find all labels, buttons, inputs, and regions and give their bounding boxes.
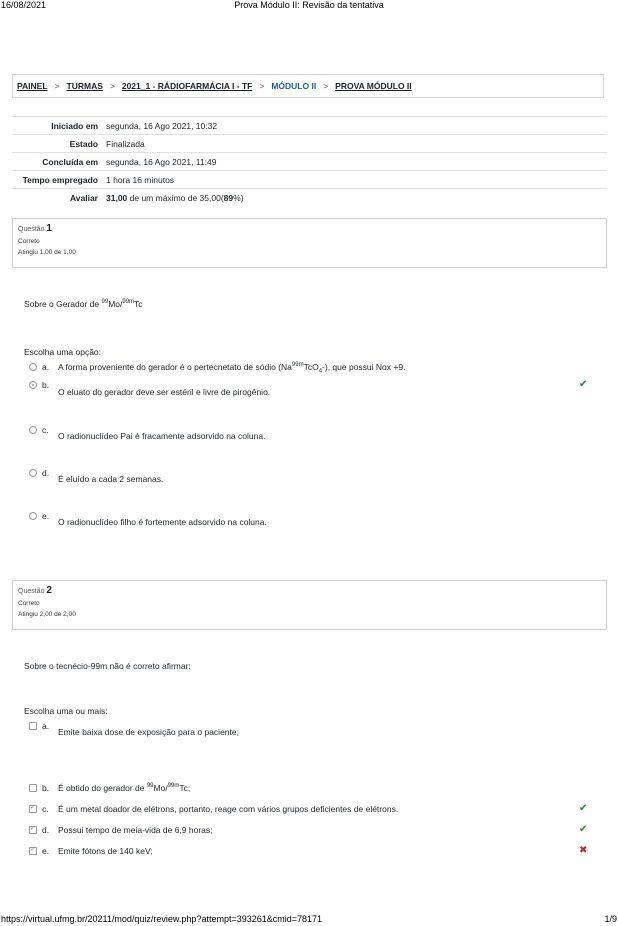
q1-option-e[interactable]: e. O radionuclídeo filho é fortemente adsorvido na coluna. — [29, 511, 599, 525]
checkbox-checked[interactable] — [29, 826, 37, 834]
radio-button[interactable] — [29, 469, 37, 477]
question-marks: Atingiu 2,00 de 2,00 — [18, 611, 76, 618]
checkbox[interactable] — [29, 722, 37, 730]
q2-option-d[interactable]: ✓ d. Possui tempo de meia-vida de 6,9 horas; ✔ — [29, 825, 599, 839]
incorrect-cross-icon: ✖ — [579, 845, 588, 856]
q2-option-c[interactable]: ✓ c. É um metal doador de elétrons, portanto, reage com vários grupos deficientes de elétrons. ✔ — [29, 804, 599, 818]
radio-button[interactable] — [29, 363, 37, 371]
question-2-prompt: Escolha uma ou mais: — [24, 706, 108, 716]
q2-option-b[interactable]: b. É obtido do gerador de $^{99}$Mo/$^{99m}$Tc; — [29, 783, 599, 797]
question-2-text: Sobre o tecnécio-99m não é correto afirmar: — [24, 661, 191, 671]
q1-option-b[interactable]: b. O eluato do gerador deve ser estéril e livre de pirogênio. ✔ — [29, 380, 599, 394]
attempt-summary — [12, 116, 607, 206]
breadcrumb-course[interactable]: 2021_1 - RÁDIOFARMÁCIA I - TF — [121, 81, 253, 91]
question-1-text: Sobre o Gerador de $^{99}$Mo/$^{99m}$Tc — [24, 299, 143, 309]
question-1-info — [12, 218, 607, 268]
q2-option-a[interactable]: a. Emite baixa dose de exposição para o paciente; — [29, 721, 599, 735]
question-number: Questão 2 — [18, 585, 52, 596]
correct-check-icon: ✔ — [579, 824, 588, 835]
completed-label: Concluída em — [42, 157, 98, 167]
print-url: https://virtual.ufmg.br/20211/mod/quiz/review.php?attempt=393261&cmid=78171 — [1, 914, 323, 924]
question-number: Questão 1 — [18, 223, 52, 234]
breadcrumb-separator: > — [54, 81, 60, 91]
breadcrumb-separator: > — [259, 81, 265, 91]
correct-check-icon: ✔ — [579, 379, 588, 390]
breadcrumb — [12, 74, 604, 98]
question-status: Correto — [18, 238, 40, 245]
q1-option-a[interactable]: a. A forma proveniente do gerador é o pertecnetato de sódio $(Na^{99m}TcO_4-)$, que possui Nox +9. — [29, 362, 599, 376]
breadcrumb-separator: > — [109, 81, 115, 91]
checkbox-checked[interactable] — [29, 805, 37, 813]
print-date: 16/08/2021 — [1, 0, 47, 10]
question-marks: Atingiu 1,00 de 1,00 — [18, 249, 76, 256]
grade-label: Avaliar — [69, 193, 98, 203]
breadcrumb-painel[interactable]: PAINEL — [17, 81, 48, 91]
started-label: Iniciado em — [51, 121, 98, 131]
question-status: Correto — [18, 600, 40, 607]
checkbox-checked[interactable] — [29, 847, 37, 855]
completed-value: segunda, 16 Ago 2021, 11:49 — [106, 157, 217, 167]
state-label: Estado — [69, 139, 98, 149]
question-1-prompt: Escolha uma opção: — [24, 347, 102, 357]
question-2-info — [12, 580, 607, 630]
state-value: Finalizada — [106, 139, 145, 149]
radio-button-selected[interactable] — [29, 381, 37, 389]
started-value: segunda, 16 Ago 2021, 10:32 — [106, 121, 218, 131]
correct-check-icon: ✔ — [579, 803, 588, 814]
breadcrumb-turmas[interactable]: TURMAS — [66, 81, 103, 91]
breadcrumb-separator: > — [323, 81, 329, 91]
radio-button[interactable] — [29, 512, 37, 520]
grade-value: 31,00 de um máximo de 35,00(89%) — [106, 193, 244, 203]
breadcrumb-module[interactable]: MÓDULO II — [271, 81, 317, 91]
q2-option-e[interactable]: ✓ e. Emite fótons de 140 keV; ✖ — [29, 846, 599, 860]
radio-button[interactable] — [29, 426, 37, 434]
q1-option-c[interactable]: c. O radionuclídeo Pai é fracamente adsorvido na coluna. — [29, 425, 599, 439]
time-value: 1 hora 16 minutos — [106, 175, 175, 185]
q1-option-d[interactable]: d. É eluído a cada 2 semanas. — [29, 468, 599, 482]
time-label: Tempo empregado — [22, 175, 98, 185]
checkbox[interactable] — [29, 784, 37, 792]
breadcrumb-quiz[interactable]: PROVA MÓDULO II — [335, 81, 412, 91]
print-page-number: 1/9 — [604, 914, 617, 924]
print-title: Prova Módulo II: Revisão da tentativa — [234, 0, 384, 10]
print-header — [0, 0, 618, 12]
